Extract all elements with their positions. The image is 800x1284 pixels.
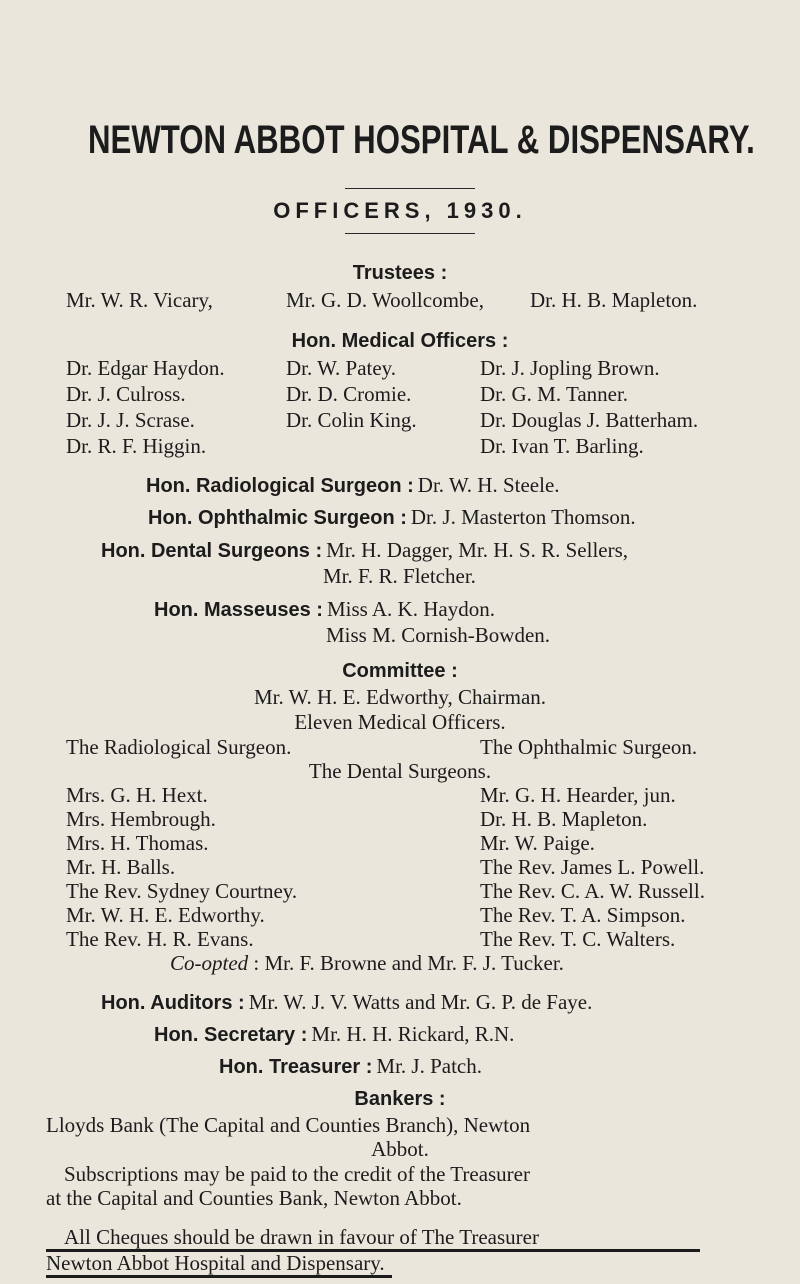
bankers-line-2: Abbot. bbox=[371, 1137, 429, 1161]
coopted-value: : Mr. F. Browne and Mr. F. J. Tucker. bbox=[253, 951, 564, 975]
auditors-value: Mr. W. J. V. Watts and Mr. G. P. de Faye. bbox=[248, 990, 593, 1014]
committee-member: Mrs. H. Thomas. bbox=[66, 831, 209, 855]
trustee-2: Mr. G. D. Woollcombe, bbox=[286, 288, 484, 312]
cheques-line-2: Newton Abbot Hospital and Dispensary. bbox=[46, 1251, 385, 1275]
committee-eleven: Eleven Medical Officers. bbox=[294, 710, 506, 734]
masseuses-value-2: Miss M. Cornish-Bowden. bbox=[326, 623, 551, 647]
medical-officer: Dr. R. F. Higgin. bbox=[66, 434, 207, 458]
committee-member: The Rev. T. A. Simpson. bbox=[480, 903, 686, 927]
committee-member: Mr. W. H. E. Edworthy. bbox=[66, 903, 265, 927]
committee-member: Mr. G. H. Hearder, jun. bbox=[480, 783, 676, 807]
secretary-value: Mr. H. H. Rickard, R.N. bbox=[311, 1022, 515, 1046]
subscriptions-line-2: at the Capital and Counties Bank, Newton Abbot. bbox=[46, 1186, 462, 1210]
committee-radiological: The Radiological Surgeon. bbox=[66, 735, 292, 759]
subscriptions-line-1: Subscriptions may be paid to the credit of the Treasurer bbox=[64, 1162, 530, 1186]
title-rule-bottom bbox=[345, 233, 475, 234]
medical-officer: Dr. J. Culross. bbox=[66, 382, 186, 406]
medical-officers-heading: Hon. Medical Officers : bbox=[291, 330, 509, 352]
committee-member: The Rev. Sydney Courtney. bbox=[66, 879, 298, 903]
dental-value-1: Mr. H. Dagger, Mr. H. S. R. Sellers, bbox=[326, 538, 629, 562]
secretary-line bbox=[154, 1022, 514, 1047]
trustee-1: Mr. W. R. Vicary, bbox=[66, 288, 213, 312]
medical-officer: Dr. W. Patey. bbox=[286, 356, 397, 380]
committee-chairman: Mr. W. H. E. Edworthy, Chairman. bbox=[253, 685, 547, 709]
cheques-line-1: All Cheques should be drawn in favour of The Treasurer bbox=[64, 1225, 539, 1249]
title-rule-top bbox=[345, 188, 475, 189]
committee-member: Mr. W. Paige. bbox=[480, 831, 595, 855]
ophthalmic-line bbox=[148, 505, 636, 530]
medical-officer: Dr. Douglas J. Batterham. bbox=[480, 408, 699, 432]
committee-member: Mr. H. Balls. bbox=[66, 855, 176, 879]
committee-heading: Committee : bbox=[342, 660, 458, 682]
ophthalmic-label: Hon. Ophthalmic Surgeon : bbox=[148, 507, 407, 529]
coopted-line bbox=[170, 951, 564, 976]
radiological-label: Hon. Radiological Surgeon : bbox=[146, 475, 414, 497]
masseuses-line bbox=[154, 597, 495, 622]
masseuses-value-1: Miss A. K. Haydon. bbox=[326, 597, 495, 621]
committee-member: The Rev. T. C. Walters. bbox=[480, 927, 676, 951]
dental-value-2: Mr. F. R. Fletcher. bbox=[323, 564, 476, 588]
auditors-label: Hon. Auditors : bbox=[101, 992, 245, 1014]
page-title: NEWTON ABBOT HOSPITAL & DISPENSARY. bbox=[88, 118, 755, 162]
medical-officer: Dr. Ivan T. Barling. bbox=[480, 434, 644, 458]
committee-member: The Rev. C. A. W. Russell. bbox=[480, 879, 705, 903]
secretary-label: Hon. Secretary : bbox=[154, 1024, 308, 1046]
bankers-heading: Bankers : bbox=[354, 1088, 446, 1110]
treasurer-label: Hon. Treasurer : bbox=[219, 1056, 373, 1078]
committee-ophthalmic: The Ophthalmic Surgeon. bbox=[480, 735, 698, 759]
treasurer-value: Mr. J. Patch. bbox=[376, 1054, 482, 1078]
medical-officer: Dr. Edgar Haydon. bbox=[66, 356, 225, 380]
cheques-underline-2 bbox=[46, 1275, 392, 1278]
committee-member: The Rev. H. R. Evans. bbox=[66, 927, 254, 951]
auditors-line bbox=[101, 990, 592, 1015]
medical-officer: Dr. G. M. Tanner. bbox=[480, 382, 629, 406]
ophthalmic-value: Dr. J. Masterton Thomson. bbox=[410, 505, 636, 529]
committee-member: Mrs. G. H. Hext. bbox=[66, 783, 208, 807]
dental-label: Hon. Dental Surgeons : bbox=[101, 540, 323, 562]
medical-officer: Dr. J. Jopling Brown. bbox=[480, 356, 660, 380]
radiological-line bbox=[146, 473, 560, 498]
dental-line bbox=[101, 538, 628, 563]
committee-member: The Rev. James L. Powell. bbox=[480, 855, 705, 879]
committee-member: Mrs. Hembrough. bbox=[66, 807, 216, 831]
medical-officer: Dr. J. J. Scrase. bbox=[66, 408, 195, 432]
masseuses-label: Hon. Masseuses : bbox=[154, 599, 323, 621]
officers-heading: OFFICERS, 1930. bbox=[273, 198, 527, 223]
coopted-label: Co-opted bbox=[170, 951, 249, 975]
treasurer-line bbox=[219, 1054, 482, 1079]
medical-officer: Dr. Colin King. bbox=[286, 408, 417, 432]
committee-dental: The Dental Surgeons. bbox=[308, 759, 492, 783]
radiological-value: Dr. W. H. Steele. bbox=[417, 473, 560, 497]
bankers-line-1: Lloyds Bank (The Capital and Counties Branch), Newton bbox=[46, 1113, 531, 1137]
trustees-heading: Trustees : bbox=[352, 262, 448, 284]
committee-member: Dr. H. B. Mapleton. bbox=[480, 807, 648, 831]
trustee-3: Dr. H. B. Mapleton. bbox=[530, 288, 698, 312]
medical-officer: Dr. D. Cromie. bbox=[286, 382, 412, 406]
